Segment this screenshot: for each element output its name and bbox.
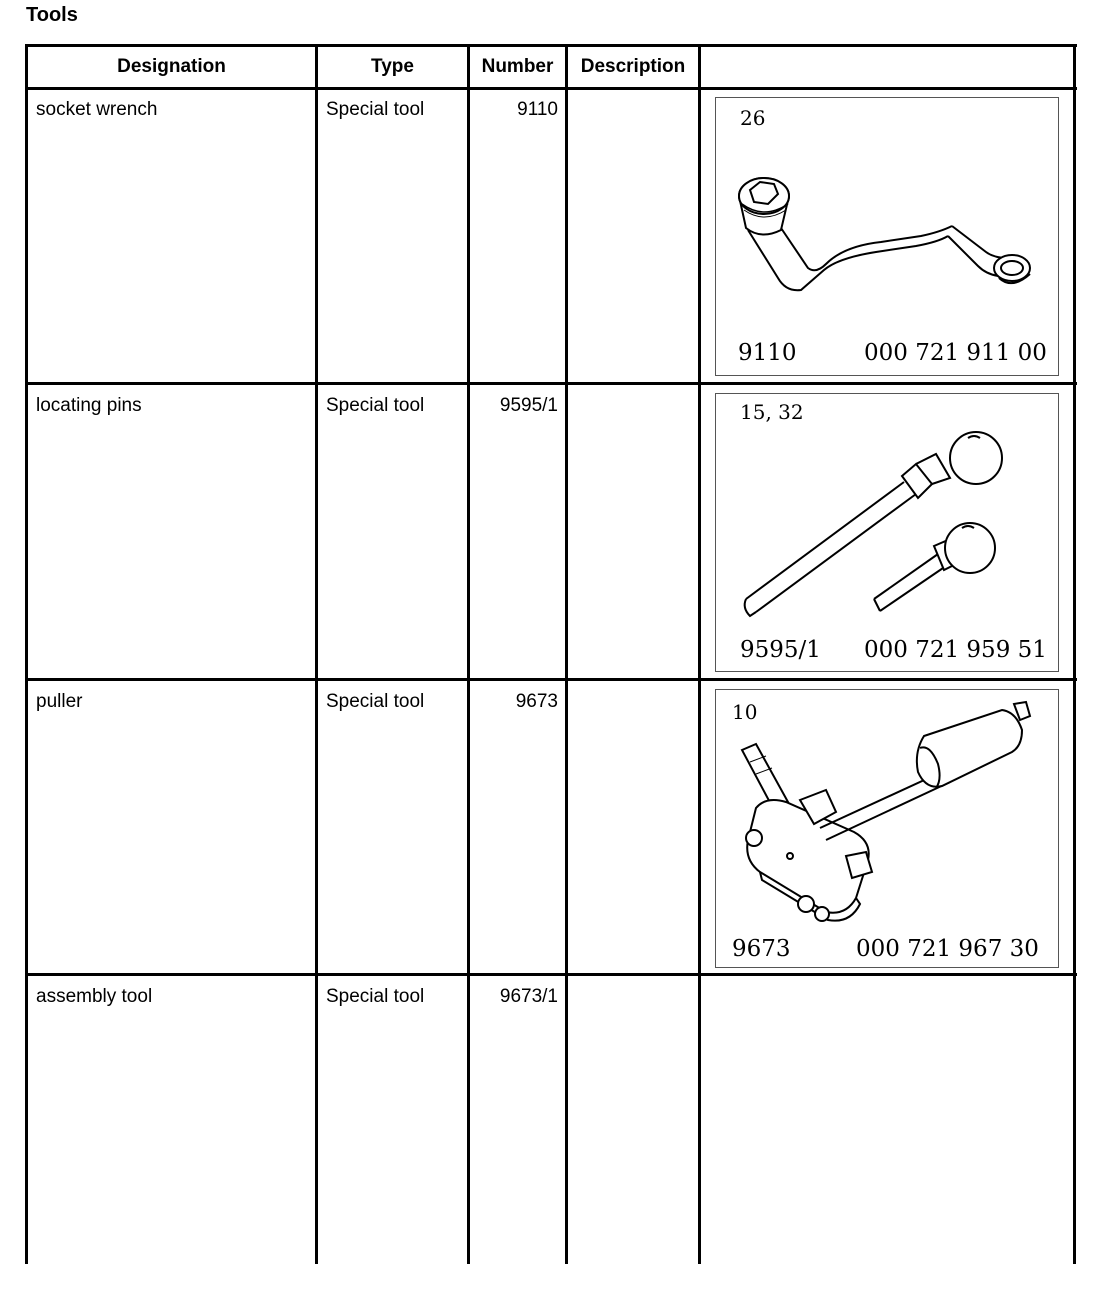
socket-wrench-illustration xyxy=(715,97,1059,376)
cell-number: 9673 xyxy=(515,691,558,712)
header-type: Type xyxy=(371,56,414,77)
cell-designation: assembly tool xyxy=(36,986,153,1007)
cell-number: 9673/1 xyxy=(499,986,558,1007)
puller-icon xyxy=(716,690,1058,967)
figure-reference: 26 xyxy=(740,106,766,130)
column-divider xyxy=(565,44,568,1264)
cell-designation: puller xyxy=(36,691,83,712)
header-illustration xyxy=(701,46,1073,88)
cell-number: 9110 xyxy=(517,99,558,120)
figure-reference: 15, 32 xyxy=(740,400,804,424)
header-designation: Designation xyxy=(117,56,226,77)
cell-type: Special tool xyxy=(326,691,425,712)
cell-type: Special tool xyxy=(326,986,425,1007)
figure-reference: 10 xyxy=(732,700,758,724)
figure-tool-number: 9110 xyxy=(738,340,797,366)
table-right-border xyxy=(1073,44,1076,1264)
cell-type: Special tool xyxy=(326,99,425,120)
figure-part-number: 000 721 967 30 xyxy=(856,936,1039,962)
row-divider xyxy=(25,973,1077,976)
page-title: Tools xyxy=(26,4,78,26)
figure-part-number: 000 721 959 51 xyxy=(864,637,1047,663)
socket-wrench-icon xyxy=(716,98,1058,375)
figure-tool-number: 9595/1 xyxy=(740,637,821,663)
header-description: Description xyxy=(580,56,686,77)
row-divider xyxy=(25,678,1077,681)
header-number: Number xyxy=(481,56,554,77)
cell-designation: locating pins xyxy=(36,395,142,416)
cell-designation: socket wrench xyxy=(36,99,158,120)
column-divider xyxy=(698,44,701,1264)
locating-pins-icon xyxy=(716,394,1058,671)
cell-type: Special tool xyxy=(326,395,425,416)
column-divider xyxy=(467,44,470,1264)
figure-tool-number: 9673 xyxy=(732,936,791,962)
puller-illustration xyxy=(715,689,1059,968)
column-divider xyxy=(315,44,318,1264)
table-left-border xyxy=(25,44,28,1264)
locating-pins-illustration xyxy=(715,393,1059,672)
row-divider xyxy=(25,382,1077,385)
cell-number: 9595/1 xyxy=(499,395,558,416)
figure-part-number: 000 721 911 00 xyxy=(864,340,1047,366)
